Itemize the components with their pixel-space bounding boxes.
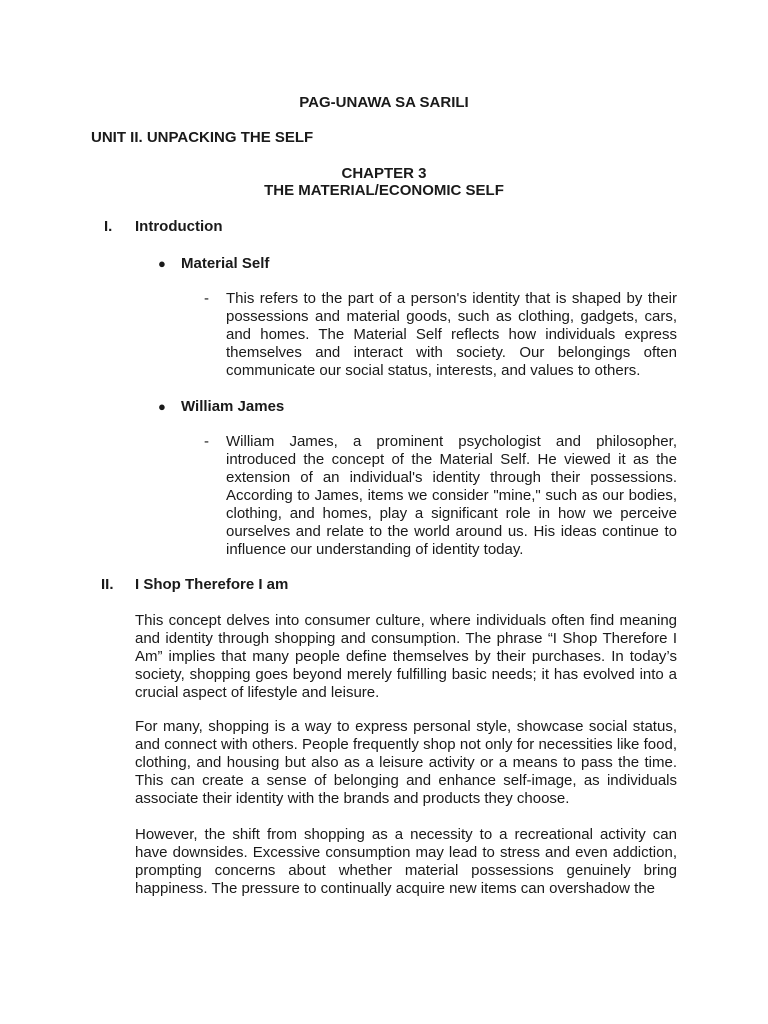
- bullet-icon: ●: [158, 399, 166, 414]
- section-heading: Introduction: [135, 218, 223, 235]
- chapter-title: THE MATERIAL/ECONOMIC SELF: [264, 182, 504, 199]
- section-heading: I Shop Therefore I am: [135, 576, 289, 593]
- bullet-heading: William James: [181, 398, 285, 415]
- body-paragraph: This concept delves into consumer culture, where individuals often find meaning and identity through shopping and consumption. The phrase “I Shop Therefore I Am” implies that many people define themselves by their purchases. In today’s society, shopping goes beyond merely fulfilling basic needs; it has evolved into a crucial aspect of lifestyle and leisure.: [135, 612, 677, 701]
- chapter-number: CHAPTER 3: [341, 165, 427, 182]
- unit-heading: UNIT II. UNPACKING THE SELF: [91, 129, 314, 146]
- dash-marker: -: [204, 290, 209, 307]
- bullet-heading: Material Self: [181, 255, 270, 272]
- bullet-paragraph: William James, a prominent psychologist and philosopher, introduced the concept of the Material Self. He viewed it as the extension of an individual's identity through their possessions. According to James, items we consider "mine," such as our bodies, clothing, and homes, play a significant role in how we perceive ourselves and relate to the world around us. His ideas continue to influence our understanding of identity today.: [226, 433, 677, 558]
- section-numeral: II.: [101, 576, 114, 593]
- document-title: PAG-UNAWA SA SARILI: [299, 94, 469, 111]
- bullet-paragraph: This refers to the part of a person's identity that is shaped by their possessions and material goods, such as clothing, gadgets, cars, and homes. The Material Self reflects how individuals express themselves and interact with society. Our belongings often communicate our social status, interests, and values to others.: [226, 290, 677, 379]
- section-numeral: I.: [104, 218, 113, 235]
- bullet-icon: ●: [158, 256, 166, 271]
- dash-marker: -: [204, 433, 209, 450]
- body-paragraph: However, the shift from shopping as a necessity to a recreational activity can have downsides. Excessive consumption may lead to stress and even addiction, prompting concerns about whether material possessions genuinely bring happiness. The pressure to continually acquire new items can overshadow the: [135, 826, 677, 897]
- body-paragraph: For many, shopping is a way to express personal style, showcase social status, and connect with others. People frequently shop not only for necessities like food, clothing, and housing but also as a leisure activity or a means to pass the time. This can create a sense of belonging and enhance self-image, as individuals associate their identity with the brands and products they choose.: [135, 718, 677, 807]
